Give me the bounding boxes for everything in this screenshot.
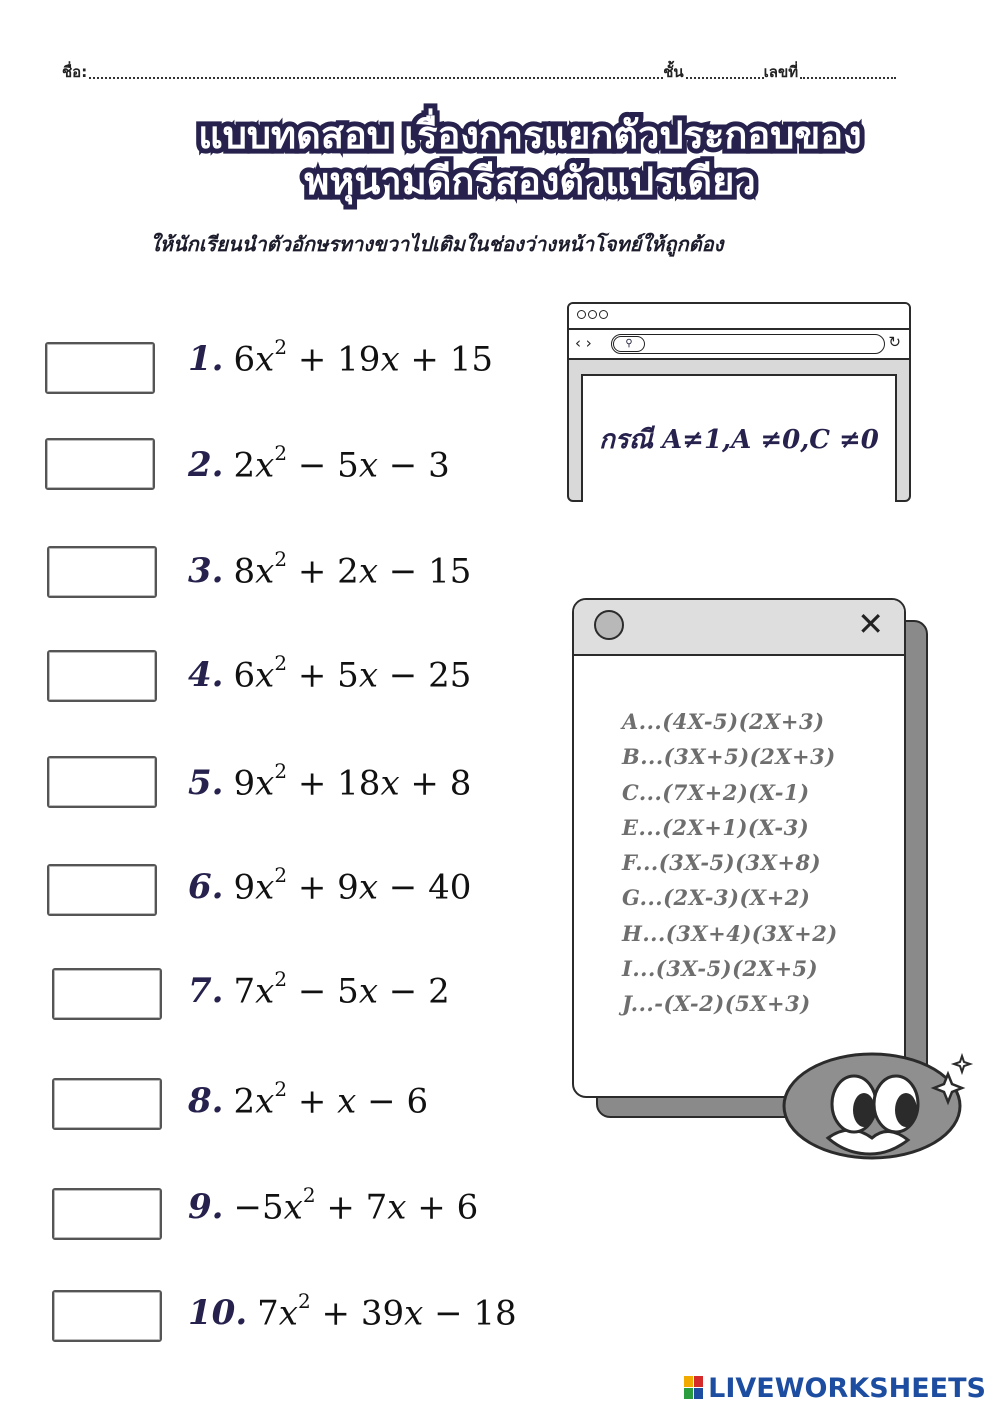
problem-number: 4.	[188, 655, 224, 695]
options-window-titlebar	[574, 600, 904, 656]
problem-2	[188, 440, 450, 490]
case-condition-text: กรณี A≠1,A ≠0,C ≠0	[599, 424, 879, 455]
polynomial: $9x^2 + 18x + 8$	[233, 758, 472, 804]
polynomial: $2x^2 - 5x - 3$	[233, 440, 450, 486]
address-bar	[611, 334, 885, 354]
problem-number: 1.	[188, 339, 224, 379]
polynomial: $9x^2 + 9x - 40$	[233, 862, 472, 908]
problem-6	[188, 862, 471, 912]
class-blank[interactable]	[686, 77, 764, 79]
answer-box-7[interactable]	[52, 968, 162, 1020]
close-icon: ✕	[857, 605, 884, 643]
case-card-content	[581, 374, 897, 502]
back-forward-icon: ‹ ›	[575, 334, 592, 352]
problem-number: 7.	[188, 971, 224, 1011]
answer-box-10[interactable]	[52, 1290, 162, 1342]
problem-number: 3.	[188, 551, 224, 591]
circle-button-icon	[594, 610, 624, 640]
browser-titlebar	[569, 304, 909, 330]
title-line-1: แบบทดสอบ เรื่องการแยกตัวประกอบของ	[198, 113, 862, 157]
option-g[interactable]: G...(2X-3)(X+2)	[622, 885, 811, 911]
name-blank[interactable]	[89, 77, 663, 79]
number-label: เลขที่	[763, 63, 799, 81]
window-dots-icon	[577, 310, 608, 319]
problem-3	[188, 546, 471, 596]
problem-9	[188, 1182, 478, 1232]
answer-box-5[interactable]	[47, 756, 157, 808]
options-window	[572, 598, 906, 1098]
instruction-text: ให้นักเรียนนำตัวอักษรทางขวาไปเติมในช่องว่างหน้าโจทย์ให้ถูกต้อง	[150, 232, 724, 256]
polynomial: $7x^2 + 39x - 18$	[257, 1288, 517, 1334]
polynomial: $2x^2 + x - 6$	[233, 1076, 429, 1122]
answer-box-1[interactable]	[45, 342, 155, 394]
problem-number: 8.	[188, 1081, 224, 1121]
student-info-line	[62, 58, 932, 84]
polynomial: $8x^2 + 2x - 15$	[233, 546, 472, 592]
problem-number: 6.	[188, 867, 224, 907]
search-icon: ⚲	[613, 336, 645, 352]
problem-10	[188, 1288, 517, 1338]
polynomial: $6x^2 + 5x - 25$	[233, 650, 472, 696]
polynomial: $7x^2 - 5x - 2$	[233, 966, 450, 1012]
problem-5	[188, 758, 471, 808]
option-f[interactable]: F...(3X-5)(3X+8)	[622, 850, 822, 876]
options-list	[622, 704, 838, 1022]
option-j[interactable]: J...-(X-2)(5X+3)	[622, 991, 811, 1017]
option-b[interactable]: B...(3X+5)(2X+3)	[622, 744, 836, 770]
problem-number: 2.	[188, 445, 224, 485]
browser-navbar	[569, 330, 909, 360]
liveworksheets-logo	[684, 1370, 986, 1406]
liveworksheets-mark-icon	[684, 1376, 704, 1400]
option-e[interactable]: E...(2X+1)(X-3)	[622, 814, 810, 840]
problem-4	[188, 650, 471, 700]
option-c[interactable]: C...(7X+2)(X-1)	[622, 779, 810, 805]
answer-box-4[interactable]	[47, 650, 157, 702]
name-label: ชื่อ:	[62, 63, 88, 81]
option-h[interactable]: H...(3X+4)(3X+2)	[622, 920, 838, 946]
answer-box-8[interactable]	[52, 1078, 162, 1130]
problem-7	[188, 966, 450, 1016]
title-line-2: พหุนามดีกรีสองตัวแปรเดียว	[304, 159, 756, 203]
number-blank[interactable]	[800, 77, 896, 79]
eyes-mascot-icon	[780, 1042, 980, 1162]
problem-1	[188, 334, 493, 384]
refresh-icon: ↻	[888, 333, 901, 351]
option-i[interactable]: I...(3X-5)(2X+5)	[622, 956, 819, 982]
polynomial: $-5x^2 + 7x + 6$	[233, 1182, 479, 1228]
answer-box-9[interactable]	[52, 1188, 162, 1240]
answer-box-3[interactable]	[47, 546, 157, 598]
problem-number: 10.	[188, 1293, 248, 1333]
problem-8	[188, 1076, 428, 1126]
problem-number: 5.	[188, 763, 224, 803]
answer-box-6[interactable]	[47, 864, 157, 916]
polynomial: $6x^2 + 19x + 15$	[233, 334, 493, 380]
logo-wordmark: LIVEWORKSHEETS	[708, 1372, 986, 1404]
class-label: ชั้น	[663, 63, 684, 81]
case-card-browser	[567, 302, 911, 502]
answer-box-2[interactable]	[45, 438, 155, 490]
option-a[interactable]: A...(4X-5)(2X+3)	[622, 709, 825, 734]
worksheet-title	[100, 112, 960, 204]
problem-number: 9.	[188, 1187, 224, 1227]
